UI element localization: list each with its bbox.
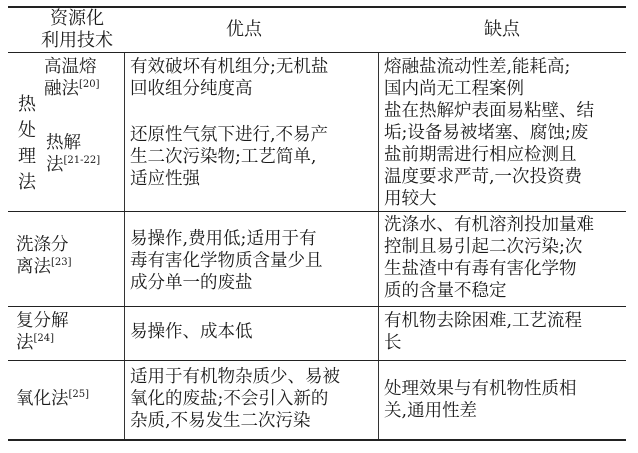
bottom-rule — [8, 439, 626, 441]
row-disadvantages-pyrolysis: 盐在热解炉表面易粘壁、结 垢;设备易被堵塞、腐蚀;废 盐前期需进行相应检测且 温度要求严苛,一次投资费 用较大 — [384, 101, 594, 209]
row-disadvantages-melting: 熔融盐流动性差,能耗高; 国内尚无工程案例 — [384, 57, 571, 99]
row-disadvantages-washing: 洗涤水、有机溶剂投加量难 控制且易引起二次污染;次 生盐渣中有毒有害化学物 质的含量不稳定 — [384, 215, 594, 301]
header-rule — [8, 52, 626, 53]
row-disadvantages-oxidation: 处理效果与有机物性质相 关,通用性差 — [384, 379, 577, 421]
header-technique: 资源化 利用技术 — [41, 8, 113, 51]
row-rule-2 — [8, 306, 626, 307]
header-disadvantages: 缺点 — [484, 19, 520, 40]
row-rule-1 — [8, 211, 626, 212]
row-method-metathesis: 复分解 法[24] — [16, 311, 69, 353]
row-disadvantages-metathesis: 有机物去除困难,工艺流程 长 — [384, 311, 583, 353]
row-method-pyrolysis: 热解 法[21-22] — [46, 133, 101, 175]
row-advantages-pyrolysis: 还原性气氛下进行,不易产 生二次污染物;工艺简单, 适应性强 — [130, 125, 329, 189]
row-method-melting: 高温熔 融法[20] — [44, 57, 100, 99]
comparison-table — [8, 0, 626, 453]
row-rule-3 — [8, 360, 626, 361]
row-advantages-metathesis: 易操作、成本低 — [130, 322, 253, 342]
group-label-thermal: 热 处 理 法 — [18, 94, 36, 193]
row-method-oxidation: 氧化法[25] — [16, 389, 90, 409]
column-separator-1 — [124, 53, 125, 439]
column-separator-2 — [378, 53, 379, 439]
row-advantages-washing: 易操作,费用低;适用于有 毒有害化学物质含量少且 成分单一的废盐 — [130, 229, 323, 293]
row-advantages-oxidation: 适用于有机物杂质少、易被 氧化的废盐;不会引入新的 杂质,不易发生二次污染 — [130, 367, 340, 431]
row-method-washing: 洗涤分 离法[23] — [16, 235, 72, 277]
row-advantages-melting: 有效破坏有机组分;无机盐 回收组分纯度高 — [130, 57, 329, 99]
header-advantages: 优点 — [226, 19, 262, 40]
